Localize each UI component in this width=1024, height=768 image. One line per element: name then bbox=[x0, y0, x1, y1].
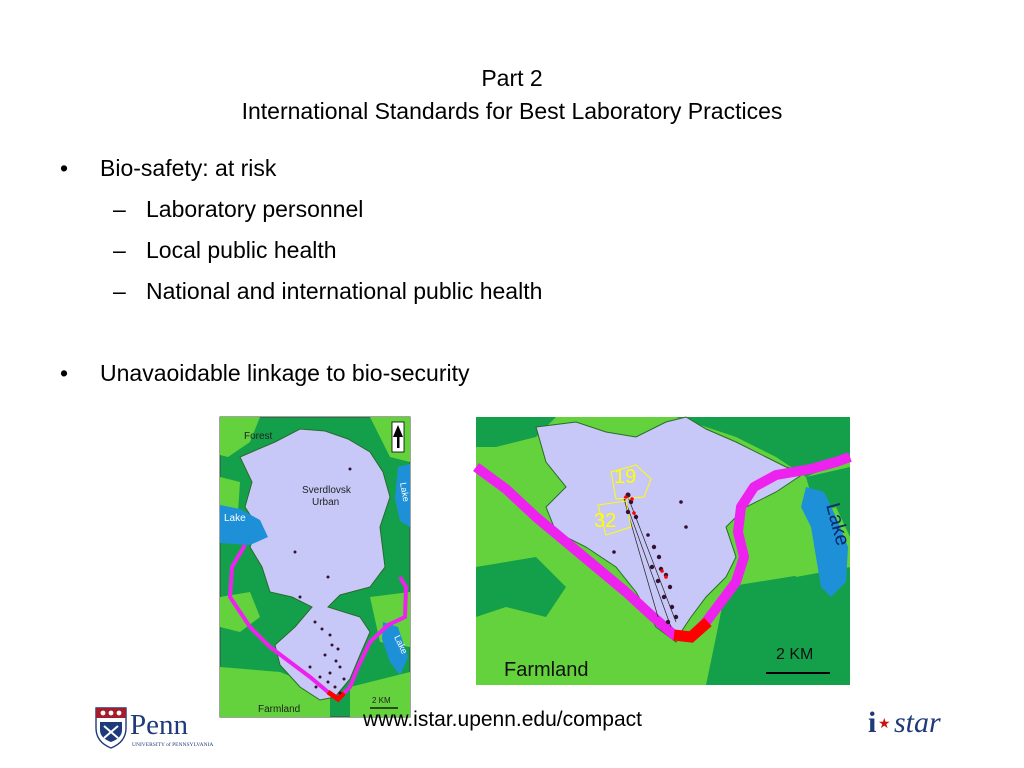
dash-mark: – bbox=[113, 278, 126, 304]
star-icon: ★ bbox=[878, 716, 891, 732]
bullet-mark: • bbox=[60, 155, 69, 181]
label-lake: Lake bbox=[821, 500, 854, 549]
penn-subtitle: UNIVERSITY of PENNSYLVANIA bbox=[132, 742, 214, 748]
bullet-text: Unavaoidable linkage to bio-security bbox=[100, 360, 470, 386]
istar-i: i bbox=[868, 706, 877, 739]
label-city-type: Urban bbox=[312, 497, 340, 508]
title-line-1: Part 2 bbox=[481, 65, 543, 91]
istar-word: star bbox=[894, 706, 941, 739]
sub-bullet-text: Laboratory personnel bbox=[146, 196, 364, 222]
sverdlovsk-detail-map bbox=[476, 417, 854, 685]
scale-label: 2 KM bbox=[372, 696, 391, 705]
label-city: Sverdlovsk bbox=[302, 485, 351, 496]
label-lake-bottom: Lake bbox=[392, 633, 410, 656]
penn-shield-icon bbox=[96, 708, 126, 748]
dash-mark: – bbox=[113, 237, 126, 263]
dash-mark: – bbox=[113, 196, 126, 222]
sub-bullet-text: Local public health bbox=[146, 237, 337, 263]
label-farmland: Farmland bbox=[258, 704, 301, 715]
zone-number-top: 19 bbox=[614, 466, 637, 488]
north-arrow-icon bbox=[392, 422, 404, 452]
label-forest: Forest bbox=[244, 431, 273, 442]
bullet-mark: • bbox=[60, 360, 69, 386]
label-farmland: Farmland bbox=[504, 659, 589, 681]
title-line-2: International Standards for Best Laboratory Practices bbox=[241, 98, 783, 124]
penn-logo bbox=[92, 704, 222, 750]
sub-bullet-text: National and international public health bbox=[146, 278, 543, 304]
penn-wordmark: Penn bbox=[130, 709, 188, 741]
label-lake-right: Lake bbox=[398, 481, 412, 503]
bullet-text: Bio-safety: at risk bbox=[100, 155, 277, 181]
zone-number-bottom: 32 bbox=[594, 510, 617, 532]
footer-url: www.istar.upenn.edu/compact bbox=[363, 708, 642, 731]
scale-label: 2 KM bbox=[776, 646, 814, 663]
label-lake-left: Lake bbox=[224, 513, 246, 524]
sverdlovsk-overview-map bbox=[220, 417, 410, 717]
slide-title bbox=[0, 62, 1024, 128]
istar-logo bbox=[866, 700, 976, 744]
